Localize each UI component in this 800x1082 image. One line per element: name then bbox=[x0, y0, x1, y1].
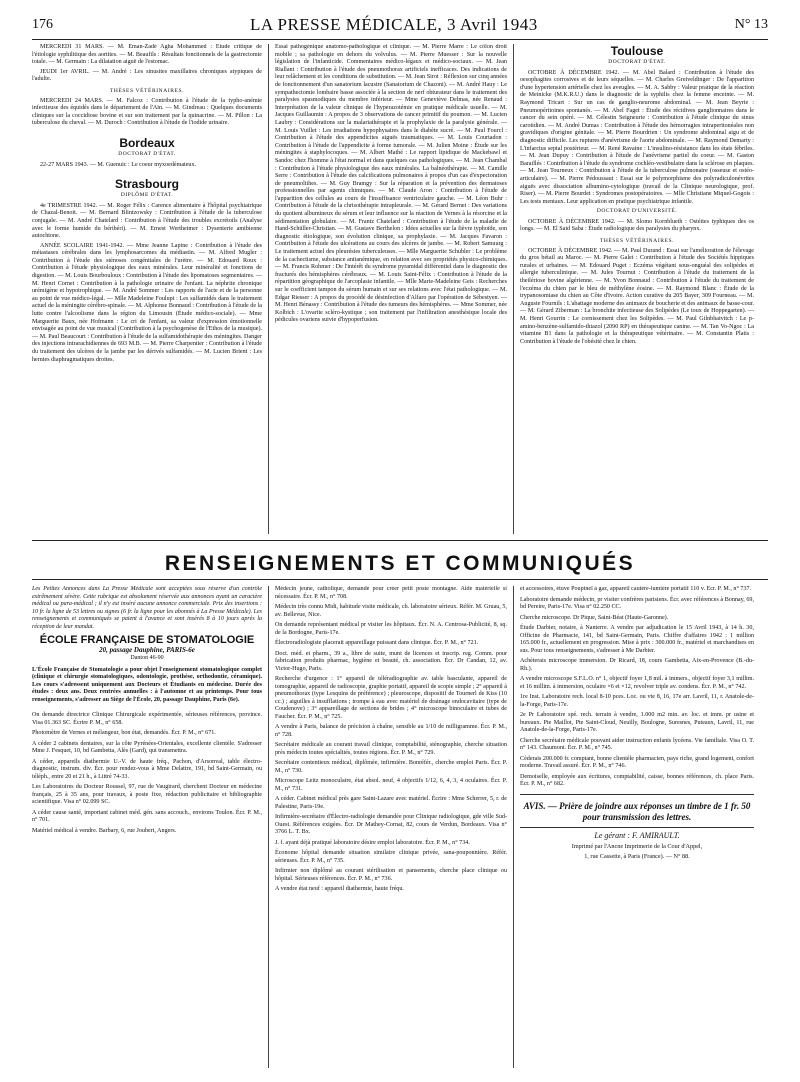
banner-rule bbox=[32, 579, 768, 580]
issue-number: N° 13 bbox=[734, 17, 768, 32]
page-header bbox=[32, 14, 768, 36]
classified-ad: Cèderais 200.000 fr. comptant, bonne clientèle pharmacien, pays riche, grand logement, confort moderne. Travail assuré. Écr. P. M., n° 746. bbox=[520, 755, 754, 769]
classified-ad: Économe hôpital demande situation similaire clinique privée, sana-pouponnière. Référ. sérieuses. Écr. P. M., n° 735. bbox=[275, 850, 507, 864]
ads-column-2 bbox=[268, 586, 513, 1068]
publisher-manager: Le gérant : F. AMIRAULT. bbox=[594, 830, 680, 840]
section-banner: RENSEIGNEMENTS ET COMMUNIQUÉS bbox=[164, 552, 636, 575]
classified-ad: Étude Darbier, notaire, à Nanterre. A vendre par adjudication le 15 Avril 1943, à 14 h. 30, Officine de Pharmacie, 141, bd Saint-Germain, Paris. Chiffre d'affaires 1942 : 1 million 165.000 fr., actuellement en progression. Mise à prix : 300.000 fr., matériel et marchandises en sus. Pour tous renseignements, s'adresser à Me Darbier. bbox=[520, 625, 754, 654]
section-rule bbox=[32, 540, 768, 541]
classified-ad: A vendre à Paris, balance de précision à chaîne, sensible au 1/10 de milligramme. Écr. P. M., n° 728. bbox=[275, 724, 507, 738]
ads-column-3 bbox=[513, 586, 754, 1068]
thesis-paragraph: 22-27 MARS 1943. — M. Guenuic : Le coeur myxoedémateux. bbox=[40, 161, 197, 168]
page-number: 176 bbox=[32, 17, 53, 32]
classified-ad: Médecin jeune, catholique, demandé pour créer petit poste montagne. Aide matérielle si nécessaire. Écr. P. M., n° 708. bbox=[275, 586, 507, 600]
classified-ad: On demande représentant médical pr visiter les hôpitaux. Écr. N. A. Centrosa-Publicité, 8, sq. de la Bordogne, Paris-17e. bbox=[275, 622, 507, 636]
section-subheading: DOCTORAT D'UNIVERSITÉ. bbox=[596, 208, 678, 215]
vet-theses-heading: THÈSES VÉTÉRINAIRES. bbox=[109, 87, 185, 94]
classified-ad: On demande directrice Clinique Chirurgicale expérimentée, sérieuses références, province. Visa 01.363 SC. Écrire P. M., n° 658. bbox=[32, 712, 262, 726]
thesis-paragraph: MERCREDI 31 MARS. — M. Eman-Zadé Agha Mohammed : Étude critique de l'étiologie syphilitique des aortites. — M. Beaufils : Résultats fonctionnels de la gastrectomie totale. — M. Germain : La dilatation aiguë de l'estomac. bbox=[32, 44, 262, 66]
classified-ad: A vendre état neuf : appareil diathermie, haute fréqu. bbox=[275, 886, 404, 892]
section-heading-toulouse: Toulouse bbox=[610, 44, 664, 58]
classified-ad: J. f. ayant déjà pratiqué laboratoire désire emploi laboratoire. Écr. P. M., n° 734. bbox=[275, 839, 470, 846]
school-notice bbox=[32, 634, 262, 663]
classified-ad: Demoiselle, employée aux écritures, comptabilité, caisse, bonnes références, ch. place Paris. Écr. P. M., n° 682. bbox=[520, 773, 754, 787]
section-heading-strasbourg: Strasbourg bbox=[114, 177, 179, 192]
classified-ad: 1re Inst. Laboratoire rech. local 8-10 pces. Loc. ou vte 8, 16, 17e arr. Lavril, 11, r. Anatole-de-la-Forge, Paris-17e. bbox=[520, 694, 754, 708]
classified-ad: Médecin très connu Midi, habitude visite médicale, ch. laboratoire sérieux. Référ. M. Gruau, 5, av. Bellevue, Nice. bbox=[275, 604, 507, 618]
column-1 bbox=[32, 44, 268, 534]
school-address: 20, passage Dauphine, PARIS-6e bbox=[99, 645, 195, 654]
classified-ad: Électroradiologiste placerait appareillage puissant dans clinique. Écr. P. M., n° 721. bbox=[275, 640, 479, 646]
classified-ad: Doct. méd. et pharm., 39 a., libre de suite, muni de licences et inscrip. reg. Comm. pour fabrication produits pharmac, hygiène et beauté, ch. association. Écr. Dr Candan, 12, av. Victor-Hugo, Paris. bbox=[275, 650, 507, 672]
theses-columns bbox=[32, 44, 768, 534]
ads-intro: Les Petites Annonces dans La Presse Médicale sont acceptées sous réserve d'un contrôle extrêmement sévère. Cette rubrique est absolument réservée aux annonces ayant un caractère médical ou para-médical ; il n'y est inséré aucune annonce commerciale. Prix des insertions : 10 fr. la ligne de 53 lettres ou signes (6 fr. la ligne pour les abonnés à La Presse Médicale). Les renseignements et communiqués se paient à l'avance et sont insérés 8 à 10 jours après la réception de leur mandat. bbox=[32, 586, 262, 630]
classified-ads bbox=[32, 586, 768, 1068]
classified-ad: A céder. Cabinet médical près gare Saint-Lazare avec matériel. Écrire : Mme Scherrer, 5, r. de Palestine, Paris-19e. bbox=[275, 796, 507, 810]
classified-ad: Cherche microscope. Dr Pique, Saint-Béat (Haute-Garonne). bbox=[520, 614, 669, 621]
column-2 bbox=[268, 44, 513, 534]
thesis-paragraph: ANNÉE SCOLAIRE 1941-1942. — Mme Jeanne Lapine : Contribution à l'étude des métastases cérébrales dans les lymphosarcomes du médiastin. — M. Alfred Mugler : Contribution à l'étude des sténoses congénitales de l'urètre. — M. Edouard Roux : Contribution à l'étude physiologique des eaux minérales. Leur minéralité et fonctions de digestion. — M. Louis Bourbouloux : Contribution à l'étude des lipomatoses segmentaires. — M. Henri Cornet : Contribution à la pathologie urinaire de l'enfant. La néphrite chronique urémigène et hypotrophique. — M. André Sommer : Les rapports de l'acte et de la personne au point de vue médico-légal. — Mlle Madeleine Foulupt : Les sulfamidés dans le traitement actuel de la méningite cérébro-spinale. — M. Alphonse Bonnaud : Contribution à l'étude de la lutte contre l'alcoolisme dans la région du Limousin (Étude médico-sociale). — Mme Marguerite Baux, née Hofmann : Le cri de l'enfant, sa valeur d'expression émotionnelle envisagée au point de vue musical (Contribution à la psychogenèse de l'Ethos de la musique). — M. Paul Beaucourt : Contribution à l'étude de la sulfamidothérapie des méningites. Danger des injections intrarachidiennes de 693 M.B. — M. Pierre Charpentier : Contribution à l'étude du traitement des ulcères de la jambe par les dérivés sulfamidés. — M. Lucien Brient : Les hernies diaphragmatiques droites. bbox=[32, 242, 262, 363]
classified-ad: A céder 2 cabinets dentaires, sur la côte Pyrénées-Orientales, excellente clientèle. S'adresser Mme J. Fesquet, 10, bd Gambetta, Alès (Gard), qui transmettra. bbox=[32, 740, 262, 754]
section-subheading: DOCTORAT D'ÉTAT. bbox=[608, 59, 666, 65]
classified-ad: A vendre microscope S.F.L.O. n° 1, objectif foyer 1,8 mil. à immers., objectif foyer 3,1 millim. et 16 millim. à immersion, oculaire ×6 et ×12, revolver triple av. condens. Écr. P. M., n° 742. bbox=[520, 676, 754, 690]
thesis-paragraph: OCTOBRE À DÉCEMBRE 1942. — M. Abel Balard : Contribution à l'étude des oesophagites corrosives et de leurs séquelles. — M. Charles Greiveldinger : De l'apparition d'une hypertension artérielle chez les aveugles. — M. A. Sabby : Valeur pratique de la réaction de Meinicke (M.K.R.U.) dans le diagnostic de la syphilis chez la femme enceinte. — M. Raymond Tricart : Sur un cas de ganglio-neurome abdominal. — M. Jean Beyrie : Pneumopéritoines spontanés. — M. Abel Faget : Étude des récidives ganglionnaires dans le cancer du sein opéré. — M. Célestin Seigneurie : Contribution à l'étude clinique du sinus carotidien. — M. André Dumas : Contribution à l'étude des hémorragies intraperitonéales non gravidiques d'origine génitale. — M. Pierre Bourdrien : Un syndrome abdominal aigu et de diagnostic difficile. Les ruptures d'anévrisme de l'aorte abdominale. — M. Raymond Demarty : L'infarctus septal postérieur. — M. René Ravaine : L'insulino-résistance dans les états fébriles. — M. Jean Dupuy : Contribution à l'étude de l'anévrisme partiel du coeur. — M. Gaston Baraillés : Contribution à l'étude du syndrome cochléo-vestibulaire dans la sclérose en plaques. — M. Jean Tourneux : Contribution à l'étude de la tuberculose pulmonaire (osseuse et ostéo-articulaire). — M. Pierre Pédoussaut : Essai sur le polymorphisme des polyradiculonévrites aiguës avec dissociation albumino-cytologique (travail de la Clinique neurologique, prof. Riser). — M. Pierre Bourdet : Syndromes postopératoires. — Mlle Christiane Miquel-Gogois : Les tests mentaux. Leur application en pratique psychiatrique infantile. bbox=[520, 69, 754, 205]
classified-ad: Infirmier non diplômé au courant stérilisation et pansements, cherche place clinique ou hôpital. Sérieuses références. Écr. P. M., n° 736. bbox=[275, 868, 507, 882]
classified-ad: Secrétaire médicale au courant travail clinique, comptabilité, sténographie, cherche situation près médecin toutes spécialités, toutes régions. Écr. P. M., n° 729. bbox=[275, 742, 507, 756]
classified-ad: Microscope Leitz monoculaire, état absol. neuf, 4 objectifs 1/12, 6, 4, 3, 4 oculaires. Écr. P. M., n° 731. bbox=[275, 778, 507, 792]
school-description: L'École Française de Stomatologie a pour objet l'enseignement stomatologique complet (clinique et chirurgie stomatologiques, odontologie, prothèse, orthodontie, céramique). Les cours s'adressent uniquement aux Docteurs et Étudiants en médecine. Durée des études : deux ans. Deux rentrées annuelles : à l'automne et au printemps. Pour tous renseignements, s'adresser au Siège de l'École, 20, passage Dauphine, Paris (6e). bbox=[32, 666, 262, 703]
school-title: ÉCOLE FRANÇAISE DE STOMATOLOGIE bbox=[39, 634, 255, 646]
classified-ad: et accessoires, étuve Poupinel à gaz, appareil cautère-lumière portatif 110 v. Écr. P. M., n° 737. bbox=[520, 586, 752, 592]
ads-column-1 bbox=[32, 586, 268, 1068]
classified-ad: A céder cause santé, important cabinet méd. gén. sans accouch., environs Toulon. Écr. P. M., n° 701. bbox=[32, 809, 262, 823]
school-phone: Danton 46-90 bbox=[130, 655, 164, 661]
section-heading-bordeaux: Bordeaux bbox=[119, 135, 175, 150]
header-rule bbox=[32, 39, 768, 40]
classified-ad: A céder, appareils diathermie U.-V. de haute fréq., Pachon, d'Arsonval, table électro-diagnostic, instrum. div. Écr. pour rendez-vous à Mme Delattre, 191, bd Saint-Germain, ou téléph., entre 20 et 21 h., à Littré 74-33. bbox=[32, 758, 262, 780]
classified-ad: Photomètre de Vernes et mélangeur, bon état, demandés. Écr. P. M., n° 671. bbox=[32, 730, 216, 736]
column-3 bbox=[513, 44, 754, 534]
avis-notice: AVIS. — Prière de joindre aux réponses un timbre de 1 fr. 50 pour transmission des lettres. bbox=[523, 800, 751, 822]
classified-ad: Secrétaire contentieux médical, diplômée, infirmière. Bonréfér., cherche emploi Paris. Écr. P. M., n° 730. bbox=[275, 760, 507, 774]
thesis-paragraph: Essai pathogénique anatomo-pathologique et clinique. — M. Pierre Marre : Le côlon droit mobile ; sa pathologie en dehors du volvulus. — M. Pierre Muesser : Sur la nouvelle législation de l'infanticide. Commentaires médico-légaux et médico-sociaux. — M. Jean Riallant : Contribution à l'étude des pneumothorax artificiels inefficaces. Des indications de leur relâchement et les conditions de substitution. — M. Jean Sirot : Réflexion sur cinq années de fonctionnement d'un sanatorium lacustre (Sanatorium de Chazoni). — M. André Hauy : Le sympathectomie lombaire basse associée à la section de nerf obturateur dans le traitement des paralysies spasmodiques du membre inférieur. — Mme Geneviève Delmas, née Renaud : Interprétation de la valeur clinique de l'hyperazotémie en pratique médicale usuelle. — M. Jacques Guillaumin : A propos de 3 observations de cancer primitif du poumon. — M. Lucien Laubry : Considérations sur la malariathérapie et la prophylaxie de la paralysie générale. — M. Louis Vuillet : Les irradiations hypophysaires dans le diabète sucré. — M. Paul Fourcl : Contribution à l'étude des appendicites aiguës traumatiques. — M. Louis Courtadon : Contribution à l'étude de l'appendicite à forme tumorale. — M. Julien Moine : Étude sur les méningites à staphylocoques. — M. Albert Mathé : Le rapport lipidique de Mackebawl et Sandoc chez l'homme à l'état normal et dans quelques cas pathologiques. — M. Jean Chambal : Contribution à l'étude physiologique des eaux minérales. La balnéothérapie. — M. Camille Serre : Contribution à l'étude des calcifications pulmonaires à propos d'un cas d'expectoration de pneumolithes. — M. Guy Bramgy : Sur la réparation et la prévention des dermatoses professionnelles par agents chimiques. — M. Claude Aron : Contribution à l'étude de l'apparition des cellules au cours de l'insuffisance ventriculaire gauche. — M. Léon Buhr : Contribution à l'étude de la chrisothérapie intrapleurale. — M. Gérard Bernet : Des variations du quotient albumineux du sérum et leur influence sur la réaction de Vernes à la résorcine et la sédimentation globulaire. — M. Frantz Chatelard : Contribution à l'étude de la maladie de Hand-Schüller-Christian. — M. Gustave Berthelon : Idées actuelles sur la fièvre typhoïde, son diagnostic étiologique, son évolution clinique, sa prophylaxie. — M. Jacques Favaron : Contribution à l'étude des ulcérations au cours des ulcères de jambe. — M. Robert Samuurg : Le traitement actuel des pleurésies tuberculeuses. — Mlle Marguerite Schubler : Le problème de la cachectisme, substance antianémique, en relation avec ses propriétés physico-chimiques. — M. Francis Rohmer : De l'intérêt du syndrome pyramidal différentiel dans le diagnostic des fracturés des hémisphères cérébraux. — M. Louis Saint-Félix : Contribution à l'étude de la répartition géographique de l'arcoplasie infantile. — Mlle Marie-Madeleine Geis : Recherches sur le coefficient tampon du sérum humain et sur ses relations avec l'état pathologique. — M. Edgar Riesser : A propos du procédé de désinfection d'Alfaro par l'opération de Sébestyen. — M. Henri Bénassy : Contribution à l'étude des tumeurs des hémisphères. — Mme Sommer, née Kolbich : L'ovarite scléro-kystique ; son traitement par l'infiltration anesthésique locale des pédicules ovariens suivie d'hypoperfusion. bbox=[275, 44, 507, 324]
journal-title: LA PRESSE MÉDICALE, 3 Avril 1943 bbox=[250, 15, 538, 34]
classified-ad: Recherche d'urgence : 1° appareil de téléradiographie av. table basculante, appareil de tomographie, appareil de radioscopie, graphie portatif, appareil de scopie simple ; 2° appareil à pneumothorax (type Lesquins de préférence) ; pleuroscope, dispositif de Tournerl de Kiss (10 cc.) ; aiguilles à insufflations ; trompe à eau avec matériel de drainage endocavitaire (type de Coudenove) ; 3° appareillage de sections de brides ; 4° microscope binoculaire et tubes de Faucher. Écr. P. M., n° 725. bbox=[275, 676, 507, 720]
section-subheading: DOCTORAT D'ÉTAT. bbox=[118, 150, 176, 157]
divider bbox=[520, 794, 754, 795]
classified-ad: Achèterais microscope immersion. Dr Ricard, 18, cours Gambetta, Aix-en-Provence (B.-du-Rh.). bbox=[520, 658, 754, 672]
printer-line: Imprimé par l'Ancne Imprimerie de la Cour d'Appel, bbox=[571, 843, 703, 850]
vet-theses-heading: THÈSES VÉTÉRINAIRES. bbox=[599, 238, 675, 245]
thesis-paragraph: OCTOBRE À DÉCEMBRE 1942. — M. Paul Durand : Essai sur l'amélioration de l'élevage du gros bétail au Maroc. — M. Pierre Galet : Contribution à l'étude des Sociétés hippiques rurales et urbaines. — M. Edouard Puget : Eczéma végétant sous-onguéal des solipèdes et allergie tuberculinique. — M. Jules Tournut : Contribution à l'étude du traitement de la theilériose bovine algérienne. — M. Yvon Bonnaud : Contribution à l'étude du traitement de l'eczéma du chien par le bleu de méthylène éosine. — M. Raymond Blanc : Étude de la trypanosomiase du chien au Côte d'Ivoire. Action curative du 205 Bayer, 309 Fourneau. — M. Auguste Fournils : L'abattage moderne des animaux de boucherie et des animaux de basse-cour. — M. Gérard Ziberman : La bronchite infectieuse des Solipèdes (Le toux de Hoppegarten). — M. Henri Gourrin : Le cornissement chez les Solipèdes. — M. Paul Gilnbhaivitch : Le p-amino-benzène-sulfamido-thiazol (2090 RP) en thérapeutique canine. — M. Tan Vo-Ngoc : La vitamine B1 dans la pathologie et la thérapeutique vétérinaire. — M. Constantin Platis : Contribution à l'étude de l'obésité chez le chien. bbox=[520, 247, 754, 345]
section-subheading: DIPLÔME D'ÉTAT. bbox=[120, 192, 174, 199]
divider bbox=[520, 827, 754, 828]
thesis-paragraph: JEUDI 1er AVRIL. — M. André : Les sinusites maxillaires chroniques atypiques de l'adulte. bbox=[32, 68, 262, 83]
thesis-paragraph: 4e TRIMESTRE 1942. — M. Roger Félix : Carence alimentaire à l'hôpital psychiatrique de Chazal-Benoit. — M. Bernard Blintzowsky : Contribution à l'étude de la tuberculose conjugale. — M. André Chatelard : Contribution à l'étude des troubles excrétoils (Analyse avec le forme humide du béribéri). — M. Ernest Wertheimer : Dysenterie amibienne autochtone. bbox=[32, 202, 262, 240]
classified-ad: Matériel médical à vendre. Barbary, 6, rue Joubert, Angers. bbox=[32, 827, 177, 834]
classified-ad: Les Laboratoires du Docteur Roussel, 97, rue de Vaugirard, cherchent Docteur en médecine français, 25 à 35 ans, pour travaux, à poste fixe, rédaction publicitaire et bibliographie scientifique. Visa n° 02.099 SC. bbox=[32, 784, 262, 805]
thesis-paragraph: MERCREDI 24 MARS. — M. Falcoz : Contribution à l'étude de la typho-anémie infectieuse des équidés dans le département de l'Ain. — M. Gindreau : Quelques documents cliniques sur la coccidiose bovine et sur son traitement par la quinacrine. — M. Pillon : La tuberculose du cheval. — M. Duroch : Contribution à l'étude de l'iodide urinaire. bbox=[32, 97, 262, 127]
classified-ad: 2e Pr Laboratoire spé. rech. terrain à vendre, 1.000 m2 min. av. loc. et imm. pr usine et bureaux. Pte Maillot, Pte Saint-Cloud, Neuilly, Boulogne, Suresnes, Puteaux, Lavril, 11, rue Anatole-de-la-Forge, Paris-17e. bbox=[520, 712, 754, 733]
classified-ad: Cherche secrétaire médicale pouvant aider instruction enfants lycéens. Vie familiale. Visa O. T. n° 143. Chaumont. Écr. P. M., n° 745. bbox=[520, 737, 754, 751]
printer-line: 1, rue Cassette, à Paris (France). — N° 88. bbox=[584, 852, 690, 860]
thesis-paragraph: OCTOBRE À DÉCEMBRE 1942. — M. Slomo Kornblueth : Ostéites typhiques des os longs. — M. El Said Saba : Étude radiologique des paralysies du pharynx. bbox=[520, 218, 754, 233]
classified-ad: Laboratoire demande médecin, pr visiter confrères parisiens. Écr. avec références à Bonnay, 69, bd Pereire, Paris-17e. Visa n° 02.250 CC. bbox=[520, 596, 754, 610]
classified-ad: Infirmière-secrétaire d'Électro-radiologie demandée pour Clinique radiologique, gde ville Sud-Ouest. Références exigées. Écr. Dr Mathey-Cornat, 82, cours de Verdun, Bordeaux. Visa n° 3766 L. T. Bx. bbox=[275, 814, 507, 835]
